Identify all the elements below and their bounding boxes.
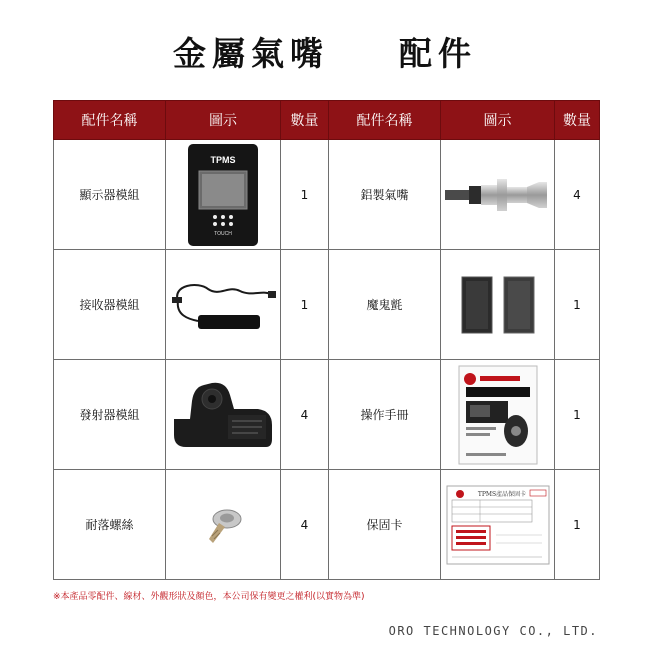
part-name: 保固卡 <box>329 470 441 580</box>
receiver-module-image <box>166 250 281 360</box>
transmitter-module-image <box>166 360 281 470</box>
part-name: 鋁製氣嘴 <box>329 140 441 250</box>
quantity: 1 <box>555 250 600 360</box>
display-module-image <box>166 140 281 250</box>
quantity: 1 <box>281 140 329 250</box>
velcro-image <box>441 250 555 360</box>
quantity: 4 <box>555 140 600 250</box>
header-image: 圖示 <box>166 101 281 140</box>
header-image: 圖示 <box>441 101 555 140</box>
quantity: 1 <box>555 470 600 580</box>
receiver-module-icon <box>168 275 278 335</box>
part-name: 發射器模組 <box>54 360 166 470</box>
part-name: 操作手冊 <box>329 360 441 470</box>
screw-image <box>166 470 281 580</box>
screw-icon <box>201 503 245 547</box>
part-name: 顯示器模組 <box>54 140 166 250</box>
header-quantity: 數量 <box>555 101 600 140</box>
table-row <box>54 360 600 470</box>
quantity: 1 <box>281 250 329 360</box>
header-part-name: 配件名稱 <box>54 101 166 140</box>
display-touch-text: TOUCH <box>214 230 232 237</box>
transmitter-module-icon <box>168 375 278 455</box>
part-name: 耐落螺絲 <box>54 470 166 580</box>
table-row <box>54 140 600 250</box>
quantity: 4 <box>281 470 329 580</box>
title-right: 配件 <box>399 34 477 73</box>
page-title <box>0 28 650 75</box>
part-name: 魔鬼氈 <box>329 250 441 360</box>
valve-stem-image <box>441 140 555 250</box>
display-module-icon <box>187 143 259 247</box>
disclaimer-note: ※本產品零配件、線材、外觀形狀及顏色，本公司保有變更之權利(以實物為準) <box>53 592 365 602</box>
warranty-card-title: TPMS產品保固卡 <box>477 490 526 498</box>
display-brand-text: TPMS <box>210 154 236 165</box>
user-manual-image <box>441 360 555 470</box>
part-name: 接收器模組 <box>54 250 166 360</box>
header-quantity: 數量 <box>281 101 329 140</box>
velcro-icon <box>448 273 548 337</box>
table-row <box>54 250 600 360</box>
warranty-card-image <box>441 470 555 580</box>
warranty-card-icon <box>446 485 550 565</box>
valve-stem-icon <box>443 175 553 215</box>
table-header-row <box>54 101 600 140</box>
user-manual-icon <box>458 365 538 465</box>
table-row <box>54 470 600 580</box>
company-name: ORO TECHNOLOGY CO., LTD. <box>388 624 598 638</box>
accessories-table <box>53 100 600 580</box>
quantity: 4 <box>281 360 329 470</box>
header-part-name: 配件名稱 <box>329 101 441 140</box>
title-left: 金屬氣嘴 <box>173 34 329 73</box>
quantity: 1 <box>555 360 600 470</box>
